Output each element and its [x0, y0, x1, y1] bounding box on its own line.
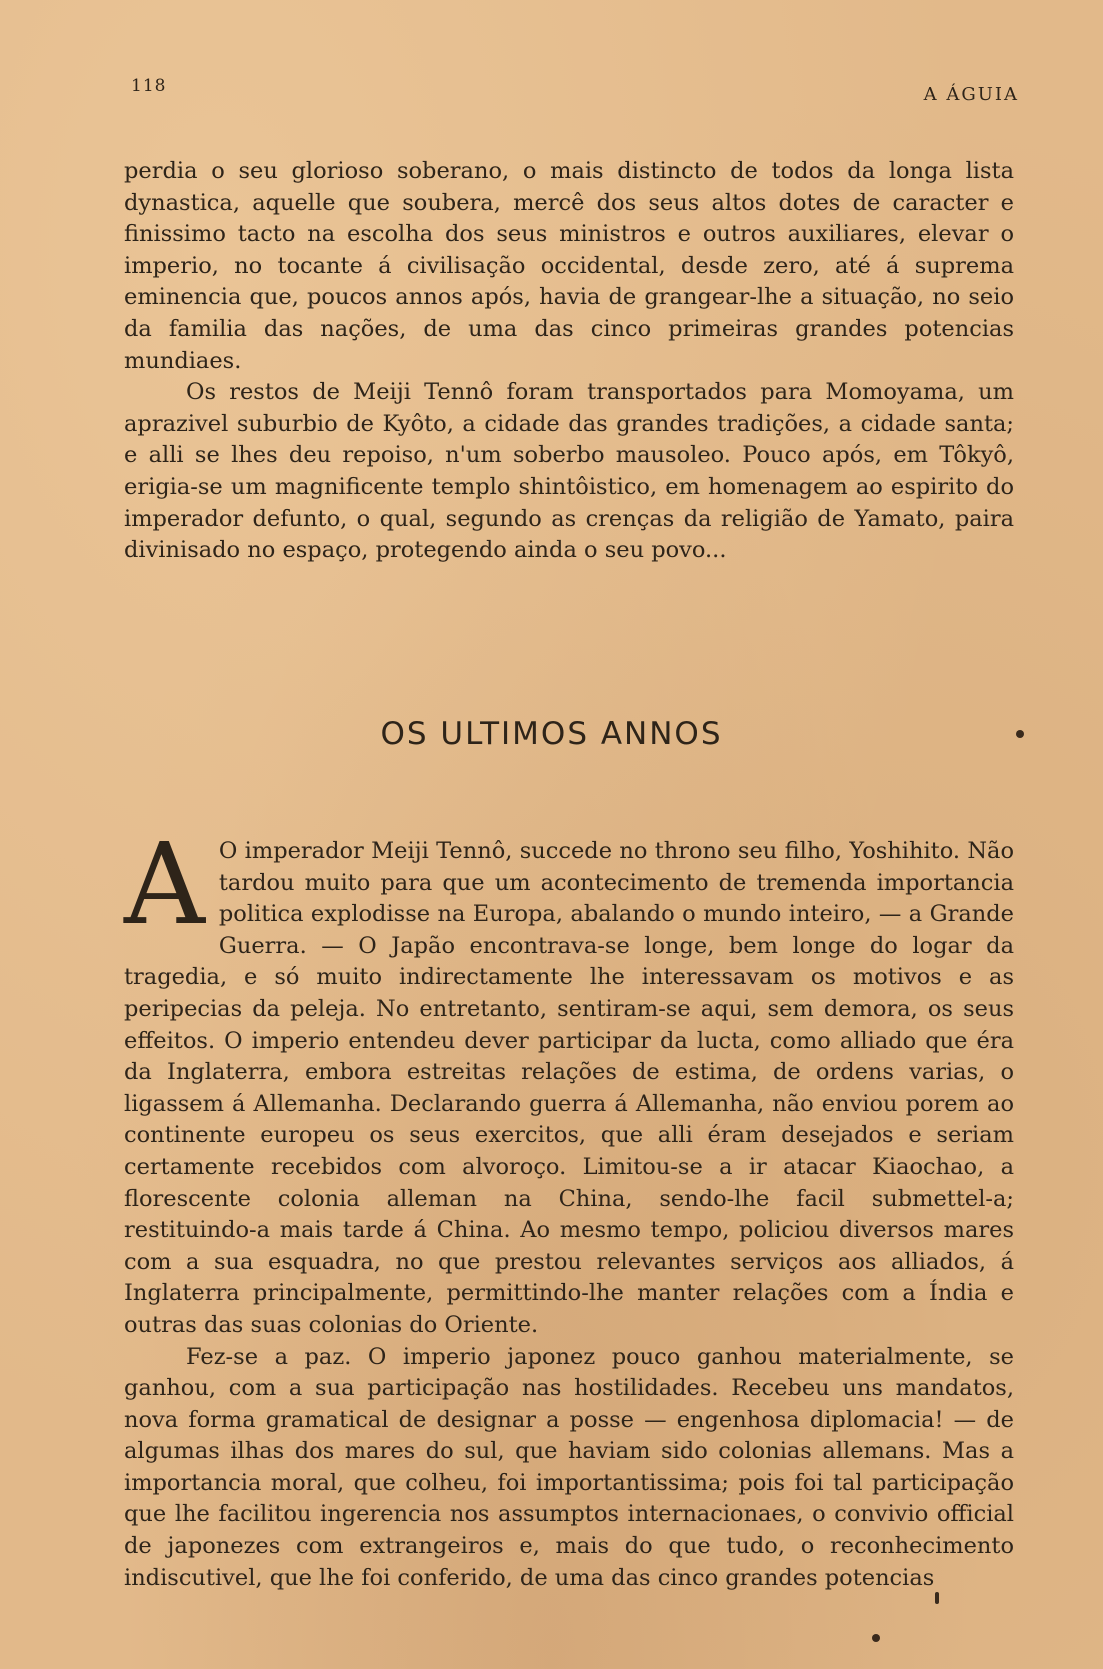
page-number: 118 [131, 76, 167, 96]
section-paragraph-1-text: O imperador Meiji Tennô, succede no throno seu filho, Yoshihito. Não tardou muito para que um acontecimento de tremenda importancia politica explodisse na Europa, abalando o mundo inteiro, — a Grande Guerra. — O Japão encontrava-se longe, bem longe do logar da tragedia, e só muito indirectamente lhe interessavam os motivos e as peripecias da peleja. No entretanto, sentiram-se aqui, sem demora, os seus effeitos. O imperio entendeu dever participar da lucta, como alliado que éra da Inglaterra, embora estreitas relações de estima, de ordens varias, o ligassem á Allemanha. Declarando guerra á Allemanha, não enviou porem ao continente europeu os seus exercitos, que alli éram desejados e seriam certamente recebidos com alvoroço. Limitou-se a ir atacar Kiaochao, a florescente colonia alleman na China, sendo-lhe facil submettel-a; restituindo-a mais tarde á China. Ao mesmo tempo, policiou diversos mares com a sua esquadra, no que prestou relevantes serviços aos alliados, á Inglaterra principalmente, permittindo-lhe manter relações com a Índia e outras das suas colonias do Oriente. [124, 838, 1014, 1338]
paper-speck [1016, 730, 1024, 738]
intro-paragraph-2: Os restos de Meiji Tennô foram transportados para Momoyama, um aprazivel suburbio de Kyôto, a cidade das grandes tradições, a cidade santa; e alli se lhes deu repoiso, n'um soberbo mausoleo. Pouco após, em Tôkyô, erigia-se um magnificente templo shintôistico, em homenagem ao espirito do imperador defunto, o qual, segundo as crenças da religião de Yamato, paira divinisado no espaço, protegendo ainda o seu povo... [124, 379, 1014, 564]
section-title: OS ULTIMOS ANNOS [380, 715, 723, 752]
section-body [124, 820, 1014, 1594]
section-paragraph-1 [124, 820, 1014, 1342]
paper-speck [872, 1634, 880, 1642]
paper-speck [935, 1592, 939, 1604]
drop-cap: A [124, 820, 205, 950]
section-paragraph-2: Fez-se a paz. O imperio japonez pouco ganhou materialmente, se ganhou, com a sua participação nas hostilidades. Recebeu uns mandatos, nova forma gramatical de designar a posse — engenhosa diplomacia! — de algumas ilhas dos mares do sul, que haviam sido colonias allemans. Mas a importancia moral, que colheu, foi importantissima; pois foi tal participação que lhe facilitou ingerencia nos assumptos internacionaes, o convivio official de japonezes com extrangeiros e, mais do que tudo, o reconhecimento indiscutivel, que lhe foi conferido, de uma das cinco grandes potencias [124, 1343, 1014, 1591]
intro-text [124, 156, 1014, 567]
intro-paragraph-1: perdia o seu glorioso soberano, o mais distincto de todos da longa lista dynastica, aquelle que soubera, mercê dos seus altos dotes de caracter e finissimo tacto na escolha dos seus ministros e outros auxiliares, elevar o imperio, no tocante á civilisação occidental, desde zero, até á suprema eminencia que, poucos annos após, havia de grangear-lhe a situação, no seio da familia das nações, de uma das cinco primeiras grandes potencias mundiaes. [124, 158, 1014, 374]
running-head: A ÁGUIA [923, 84, 1019, 105]
